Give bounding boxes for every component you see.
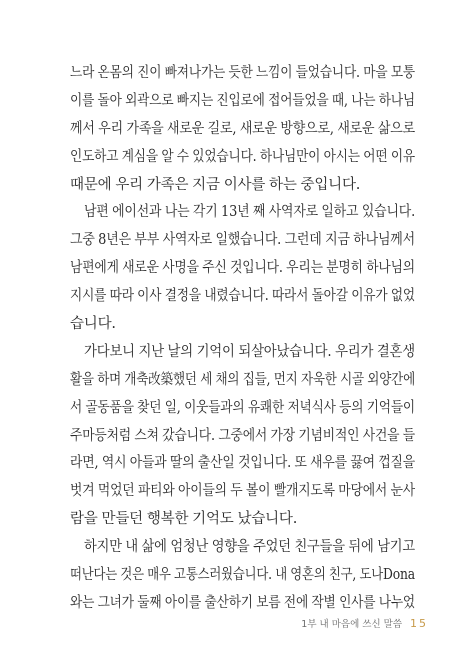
page-number: 15 [410, 617, 428, 630]
text-line: 가다보니 지난 날의 기억이 되살아났습니다. 우리가 결혼생 [84, 343, 415, 360]
text-line: 남편에게 새로운 사명을 주신 것입니다. 우리는 분명히 하나님의 [70, 260, 415, 277]
body-text [70, 60, 415, 618]
text-line: 그중 8년은 부부 사역자로 일했습니다. 그런데 지금 하나님께서 [70, 232, 415, 249]
text-line: 와는 그녀가 둘째 아이를 출산하기 보름 전에 작별 인사를 나누었 [70, 594, 415, 611]
text-line: 떠난다는 것은 매우 고통스러웠습니다. 내 영혼의 친구, 도나Dona [70, 567, 415, 584]
text-line: 남편 에이선과 나는 각기 13년 째 사역자로 일하고 있습니다. [84, 204, 415, 221]
text-line: 하지만 내 삶에 엄청난 영향을 주었던 친구들을 뒤에 남기고 [84, 539, 415, 556]
text-line: 느라 온몸의 진이 빠져나가는 듯한 느낌이 들었습니다. 마을 모퉁 [70, 65, 415, 81]
text-line: 때문에 우리 가족은 지금 이사를 하는 중입니다. [70, 176, 361, 193]
text-line: 서 골동품을 찾던 일, 이웃들과의 유쾌한 저녁식사 등의 기억들이 [70, 399, 415, 416]
text-line: 인도하고 계심을 알 수 있었습니다. 하나님만이 아시는 어떤 이유 [70, 148, 415, 165]
text-line: 지시를 따라 이사 결정을 내렸습니다. 따라서 돌아갈 이유가 없었 [70, 288, 415, 305]
text-line: 활을 하며 개축改築했던 세 채의 집들, 먼지 자욱한 시골 외양간에 [70, 371, 415, 388]
text-line: 께서 우리 가족을 새로운 길로, 새로운 방향으로, 새로운 삶으로 [70, 120, 415, 137]
text-line: 라면, 역시 아들과 딸의 출산일 것입니다. 또 새우를 끓여 껍질을 [70, 455, 415, 472]
text-line: 이를 돌아 외곽으로 빠지는 진입로에 접어들었을 때, 나는 하나님 [70, 92, 415, 109]
page-footer [301, 616, 428, 630]
text-line: 람을 만들던 행복한 기억도 났습니다. [70, 511, 298, 528]
text-line: 습니다. [70, 316, 116, 333]
running-head: 1부 내 마음에 쓰신 말씀 [301, 619, 402, 630]
text-line: 벗겨 먹었던 파티와 아이들의 두 볼이 빨개지도록 마당에서 눈사 [70, 483, 415, 500]
text-line: 주마등처럼 스쳐 갔습니다. 그중에서 가장 기념비적인 사건을 들 [70, 427, 415, 444]
